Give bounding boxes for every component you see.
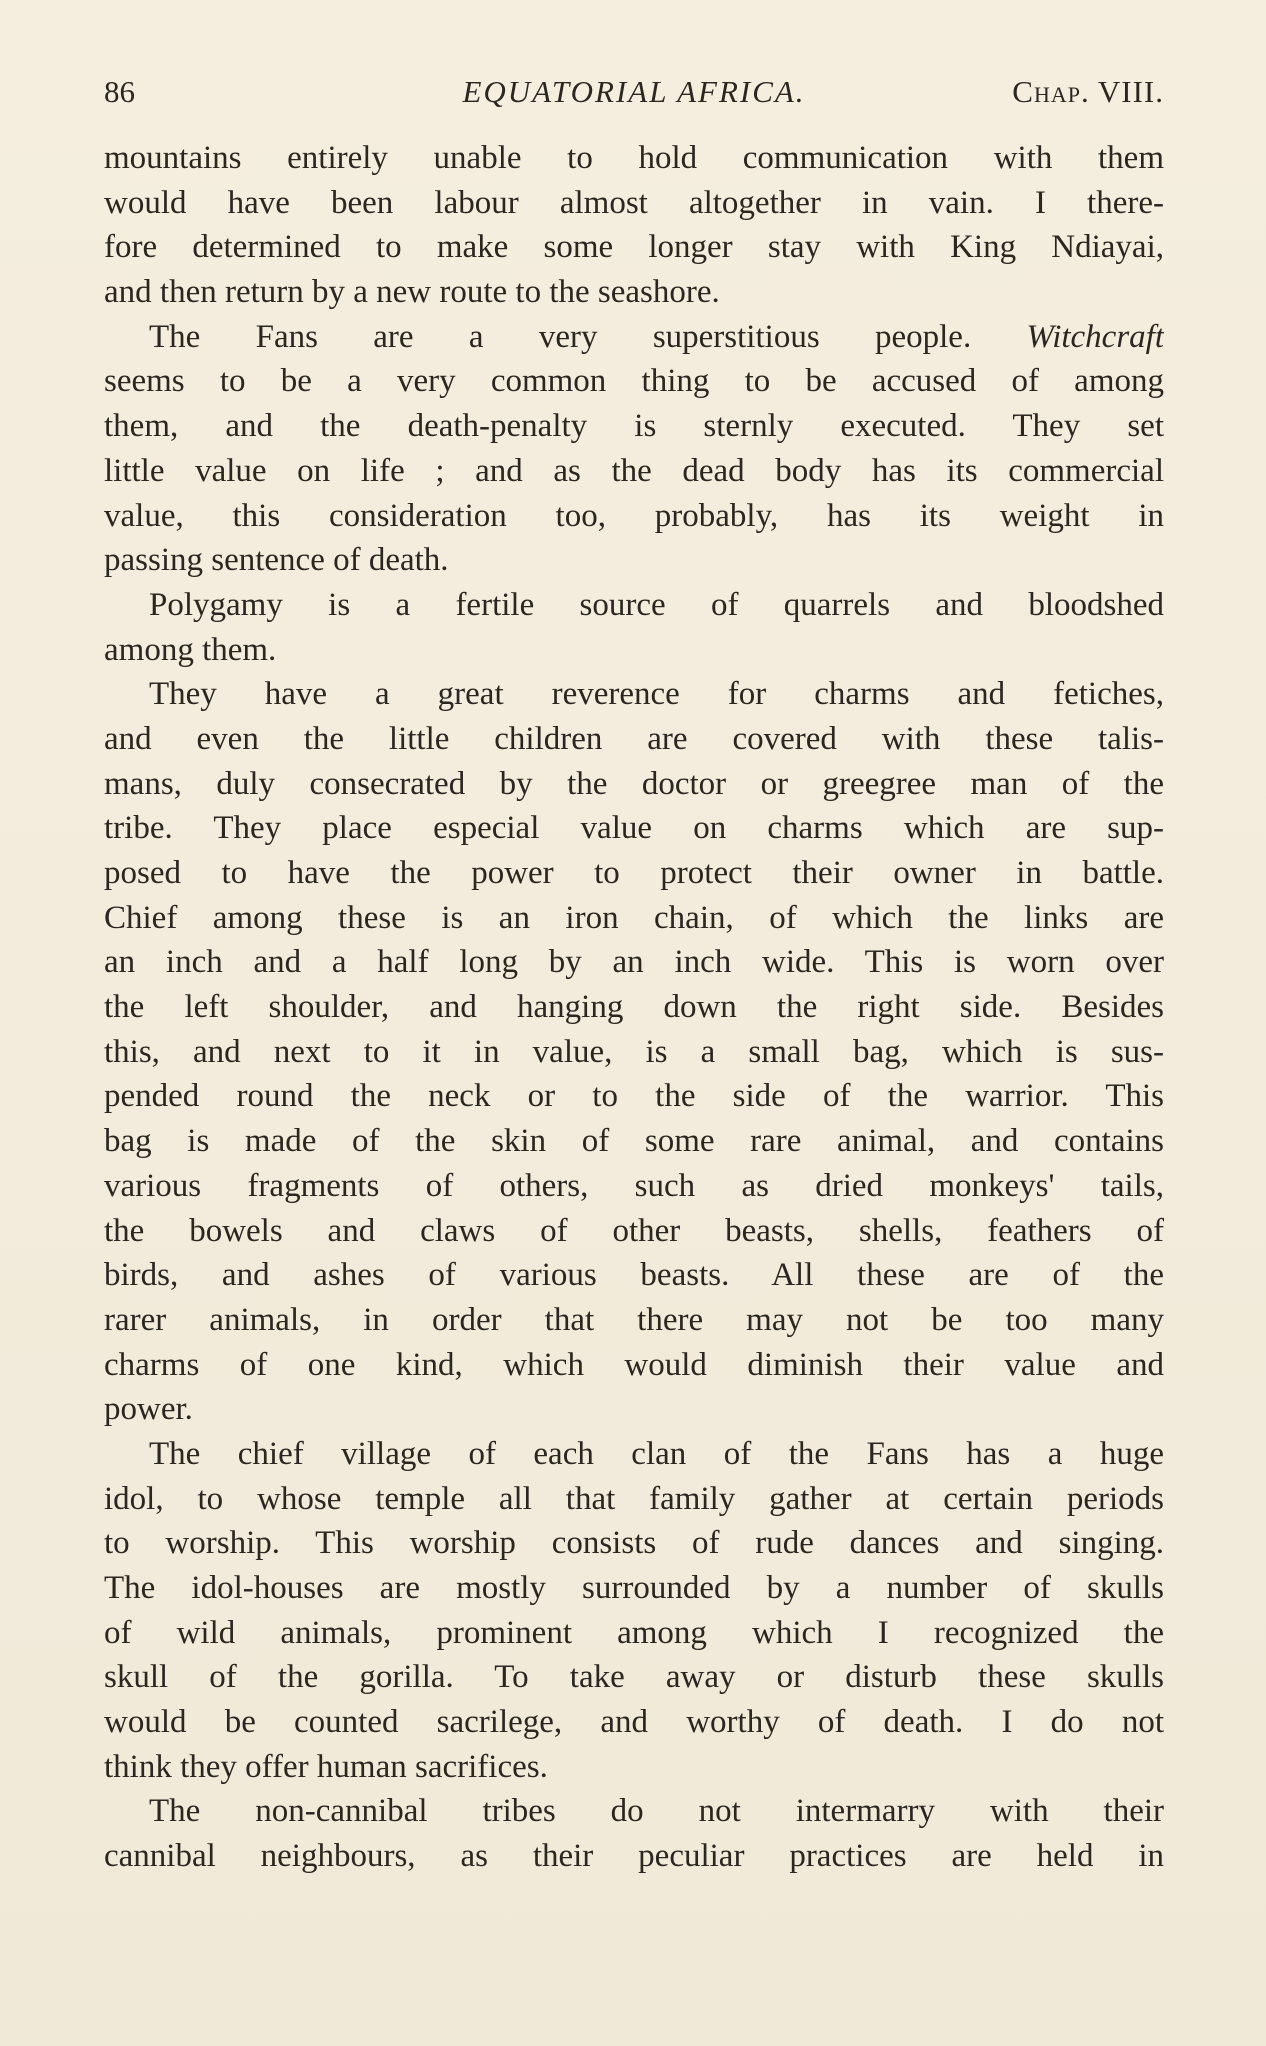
text-line: skull of the gorilla. To take away or disturb these skulls	[104, 1659, 1164, 1696]
chapter-label: Chap. VIII.	[1012, 74, 1164, 109]
text-line: of wild animals, prominent among which I recognized the	[104, 1614, 1164, 1651]
text-line: charms of one kind, which would diminish their value and	[104, 1346, 1164, 1383]
text-line: idol, to whose temple all that family gather at certain periods	[104, 1480, 1164, 1517]
text-line: The non-cannibal tribes do not intermarry with their	[149, 1793, 1164, 1830]
text-line: passing sentence of death.	[104, 542, 449, 579]
text-line: little value on life ; and as the dead body has its commercial	[104, 452, 1164, 489]
text-line: would be counted sacrilege, and worthy of death. I do not	[104, 1704, 1164, 1741]
text-line: an inch and a half long by an inch wide. This is worn over	[104, 944, 1164, 981]
text-line: various fragments of others, such as dried monkeys' tails,	[104, 1167, 1164, 1204]
text-line: posed to have the power to protect their owner in battle.	[104, 855, 1164, 891]
paragraph	[104, 136, 1164, 315]
text-line: pended round the neck or to the side of the warrior. This	[104, 1078, 1164, 1115]
body-text	[104, 136, 1164, 1879]
text-line: would have been labour almost altogether in vain. I there-	[104, 184, 1164, 221]
text-line: rarer animals, in order that there may not be too many	[104, 1301, 1164, 1338]
paragraph	[104, 1432, 1164, 1790]
text-line: and then return by a new route to the seashore.	[104, 274, 720, 311]
text-line: them, and the death-penalty is sternly executed. They set	[104, 408, 1164, 445]
text-line: the bowels and claws of other beasts, shells, feathers of	[104, 1212, 1164, 1249]
text-line: Polygamy is a fertile source of quarrels and bloodshed	[149, 586, 1164, 623]
text-line: The chief village of each clan of the Fans has a huge	[149, 1435, 1164, 1472]
text-line: the left shoulder, and hanging down the right side. Besides	[104, 989, 1164, 1026]
page-header	[104, 72, 1164, 112]
text-line: mountains entirely unable to hold communication with them	[104, 140, 1164, 176]
running-title: EQUATORIAL AFRICA.	[462, 74, 806, 109]
text-line: bag is made of the skin of some rare animal, and contains	[104, 1123, 1164, 1160]
text-line: this, and next to it in value, is a small bag, which is sus-	[104, 1033, 1164, 1070]
text-line: among them.	[104, 631, 277, 668]
text-line: seems to be a very common thing to be accused of among	[104, 363, 1164, 400]
text-line: power.	[104, 1391, 193, 1428]
text-line: The idol-houses are mostly surrounded by a number of skulls	[104, 1570, 1164, 1606]
paragraph	[104, 315, 1164, 583]
paragraph	[104, 672, 1164, 1432]
text-line: cannibal neighbours, as their peculiar practices are held in	[104, 1838, 1164, 1875]
text-line: They have a great reverence for charms and fetiches,	[149, 676, 1164, 713]
italic-term: Witchcraft	[1026, 318, 1164, 355]
text-line: value, this consideration too, probably, has its weight in	[104, 497, 1164, 534]
paragraph	[104, 583, 1164, 672]
text-line: mans, duly consecrated by the doctor or greegree man of the	[104, 765, 1164, 802]
text-line: fore determined to make some longer stay with King Ndiayai,	[104, 229, 1164, 266]
page-number: 86	[104, 74, 135, 109]
text-line: to worship. This worship consists of rude dances and singing.	[104, 1525, 1164, 1562]
text-line: tribe. They place especial value on charms which are sup-	[104, 810, 1164, 847]
text-line: and even the little children are covered with these talis-	[104, 720, 1164, 757]
text-run: The Fans are a very superstitious people.	[149, 318, 972, 355]
paragraph	[104, 1789, 1164, 1878]
text-line	[104, 315, 1164, 360]
text-line: birds, and ashes of various beasts. All these are of the	[104, 1257, 1164, 1294]
text-line: Chief among these is an iron chain, of which the links are	[104, 899, 1164, 936]
text-line: think they offer human sacrifices.	[104, 1748, 548, 1785]
